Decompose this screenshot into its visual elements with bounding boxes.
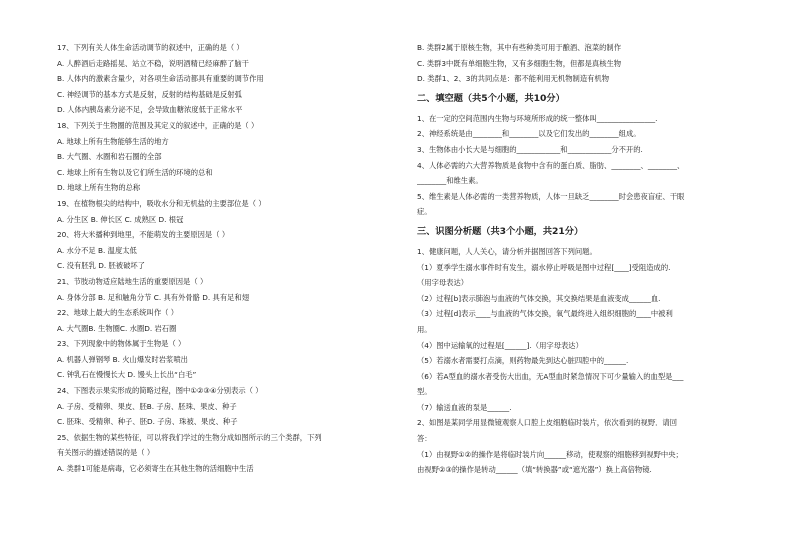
question-text-line: 有关图示的描述错误的是（ ） <box>57 448 155 458</box>
fill-blank-question-line: 症。 <box>417 207 432 217</box>
analysis-question-line: 用。 <box>417 324 432 334</box>
option-text-line: B. 类群2属于原核生物，其中有些种类可用于酿酒、泡菜的制作 <box>417 43 622 52</box>
question-text-line: B. 大气圈、水圈和岩石圈的全部 <box>57 152 162 162</box>
question-text-line: A. 机器人弹钢琴 B. 火山爆发时岩浆喷出 <box>57 354 188 364</box>
analysis-question-line: 答： <box>417 434 432 444</box>
question-text-line: A. 身体分部 B. 足和触角分节 C. 具有外骨骼 D. 具有足和翅 <box>57 292 250 302</box>
question-text-line: D. 人体内胰岛素分泌不足，会导致血糖浓度低于正常水平 <box>57 105 243 115</box>
question-text-line: A. 大气圈B. 生物圈C. 水圈D. 岩石圈 <box>57 323 177 333</box>
analysis-question-line: （6）若A型血的溺水者受伤大出血，无A型血时紧急情况下可少量输入的血型是___ <box>417 371 684 381</box>
analysis-question-line: 1、健康问题，人人关心，请分析并据图回答下列问题。 <box>417 246 597 256</box>
fill-blank-question-line: 2、神经系统是由________和________以及它们发出的________组成。 <box>417 129 641 139</box>
section-heading-fill-in: 二、填空题（共5个小题，共10分） <box>417 92 565 104</box>
question-text-line: 25、依据生物的某些特征，可以将我们学过的生物分成如图所示的三个类群，下列 <box>57 432 322 442</box>
analysis-question-line: （4）图中运输氧的过程是[______].（用字母表达） <box>417 340 583 350</box>
question-text-line: A. 类群1可能是病毒，它必须寄生在其他生物的活细胞中生活 <box>57 464 254 474</box>
question-text-line: 19、在植物根尖的结构中，吸收水分和无机盐的主要部位是（ ） <box>57 198 266 208</box>
fill-blank-question-line: ________和维生素。 <box>417 176 483 186</box>
question-text-line: 20、将大米播种到地里，不能萌发的主要原因是（ ） <box>57 230 230 240</box>
question-text-line: A. 分生区 B. 伸长区 C. 成熟区 D. 根冠 <box>57 214 184 224</box>
section-heading-diagram-analysis: 三、识图分析题（共3个小题，共21分） <box>417 225 584 237</box>
analysis-question-line: 型。 <box>417 387 432 397</box>
option-text-line: C. 类群3中既有单细胞生物，又有多细胞生物，但都是真核生物 <box>417 58 622 68</box>
option-text-line: D. 类群1、2、3的共同点是：都不能利用无机物制造有机物 <box>417 74 610 84</box>
question-text-line: 23、下列现象中的物体属于生物是（ ） <box>57 339 186 349</box>
fill-blank-question-line: 4、人体必需的六大营养物质是食物中含有的蛋白质、脂肪、________、________、 <box>417 160 685 170</box>
analysis-question-line: （5）若溺水者需要打点滴，则药物最先到达心脏四腔中的______. <box>417 356 629 366</box>
question-text-line: B. 人体内的激素含量少，对各项生命活动都具有重要的调节作用 <box>57 74 264 84</box>
question-text-line: A. 水分不足 B. 温度太低 <box>57 245 137 255</box>
question-text-line: 18、下列关于生物圈的范围及其定义的叙述中，正确的是（ ） <box>57 120 259 130</box>
question-text-line: D. 地球上所有生物的总称 <box>57 183 141 193</box>
right-column <box>417 40 757 478</box>
question-text-line: A. 地球上所有生物能够生活的地方 <box>57 136 169 146</box>
question-text-line: 22、地球上最大的生态系统叫作（ ） <box>57 308 179 318</box>
analysis-question-line: 2、如图是某同学用显微镜观察人口腔上皮细胞临时装片，依次看到的视野．请回 <box>417 418 678 428</box>
left-column <box>57 40 397 477</box>
analysis-question-line: （1）由视野①②的操作是将临时装片向______移动，使观察的细胞移到视野中央； <box>417 449 683 459</box>
question-text-line: C. 神经调节的基本方式是反射，反射的结构基础是反射弧 <box>57 89 242 99</box>
analysis-question-line: （1）夏季学生溺水事件时有发生，溺水停止呼吸是图中过程[____]受阻造成的. <box>417 262 671 272</box>
question-text-line: 21、节肢动物适应陆地生活的重要原因是（ ） <box>57 276 208 286</box>
question-text-line: C. 胚珠、受精卵、种子、胚D. 子房、珠被、果皮、种子 <box>57 417 238 427</box>
analysis-question-line: （7）输送血液的泵是______. <box>417 402 512 412</box>
question-text-line: C. 没有胚乳 D. 胚被破坏了 <box>57 261 145 271</box>
question-text-line: 24、下图表示果实形成的简略过程，图中①②③④分别表示（ ） <box>57 386 263 396</box>
question-text-line: C. 地球上所有生物以及它们所生活的环境的总和 <box>57 167 213 177</box>
fill-blank-question-line: 1、在一定的空间范围内生物与环境所形成的统一整体叫________________. <box>417 113 658 123</box>
analysis-question-line: （3）过程[d]表示____与血液的气体交换，氧气最终进入组织细胞的____中被利 <box>417 309 673 319</box>
question-text-line: 17、下列有关人体生命活动调节的叙述中，正确的是（ ） <box>57 43 244 52</box>
fill-blank-question-line: 3、生物体由小长大是与细胞的____________和____________分不开的. <box>417 144 643 154</box>
analysis-question-line: （用字母表达） <box>417 278 469 288</box>
fill-blank-question-line: 5、维生素是人体必需的一类营养物质，人体一旦缺乏________时会患夜盲症、干眼 <box>417 191 685 201</box>
analysis-question-line: （2）过程[b]表示肺泡与血液的气体交换，其交换结果是血液变成______血. <box>417 293 661 303</box>
question-text-line: A. 人醉酒后走路摇晃、站立不稳，说明酒精已经麻醉了脑干 <box>57 58 249 68</box>
question-text-line: A. 子房、受精卵、果皮、胚B. 子房、胚珠、果皮、种子 <box>57 401 237 411</box>
question-text-line: C. 钟乳石在慢慢长大 D. 馒头上长出“白毛” <box>57 370 197 380</box>
analysis-question-line: 由视野②③的操作是转动______（填“转换器”或“遮光器”）换上高倍物镜. <box>417 465 652 475</box>
